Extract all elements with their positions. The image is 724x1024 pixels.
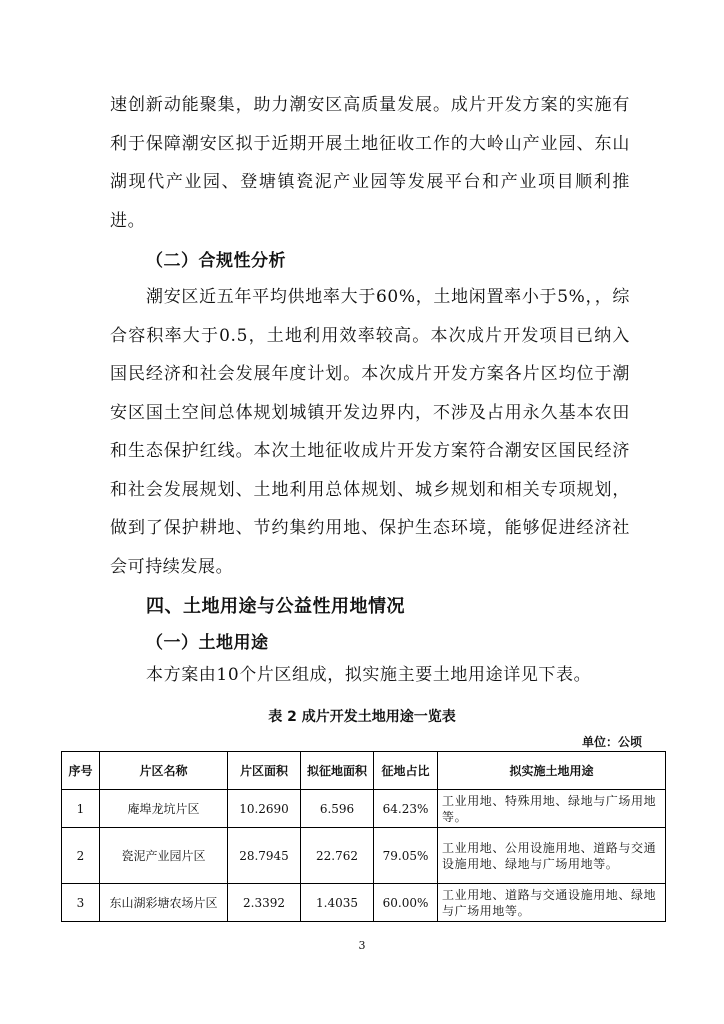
cell-use: 工业用地、公用设施用地、道路与交通设施用地、绿地与广场用地等。	[438, 828, 666, 884]
cell-no: 3	[62, 884, 100, 922]
cell-ratio: 79.05%	[374, 828, 438, 884]
table-row	[62, 884, 666, 922]
table-header-row	[62, 752, 666, 790]
table-unit: 单位：公顷	[581, 735, 642, 749]
cell-use: 工业用地、道路与交通设施用地、绿地与广场用地等。	[438, 884, 666, 922]
table-title: 表 2 成片开发土地用途一览表	[268, 709, 456, 725]
header-levy: 拟征地面积	[301, 752, 374, 790]
table-row	[62, 790, 666, 828]
paragraph-intro-continued: 速创新动能聚集，助力潮安区高质量发展。成片开发方案的实施有利于保障潮安区拟于近期开展土地征收工作的大岭山产业园、东山湖现代产业园、登塘镇瓷泥产业园等发展平台和产业项目顺利推进。	[110, 95, 630, 231]
cell-name: 庵埠龙坑片区	[100, 790, 228, 828]
heading-compliance-analysis: （二）合规性分析	[146, 251, 286, 271]
table-row	[62, 828, 666, 884]
cell-no: 1	[62, 790, 100, 828]
heading-section-four: 四、土地用途与公益性用地情况	[146, 596, 405, 617]
land-use-table	[61, 751, 666, 922]
header-ratio: 征地占比	[374, 752, 438, 790]
cell-name: 东山湖彩塘农场片区	[100, 884, 228, 922]
cell-area: 10.2690	[228, 790, 301, 828]
heading-land-use: （一）土地用途	[146, 633, 269, 653]
cell-levy: 1.4035	[301, 884, 374, 922]
cell-levy: 22.762	[301, 828, 374, 884]
header-no: 序号	[62, 752, 100, 790]
cell-ratio: 64.23%	[374, 790, 438, 828]
cell-area: 28.7945	[228, 828, 301, 884]
cell-name: 瓷泥产业园片区	[100, 828, 228, 884]
header-area: 片区面积	[228, 752, 301, 790]
cell-area: 2.3392	[228, 884, 301, 922]
page-number: 3	[358, 939, 366, 952]
cell-ratio: 60.00%	[374, 884, 438, 922]
cell-no: 2	[62, 828, 100, 884]
header-use: 拟实施土地用途	[438, 752, 666, 790]
paragraph-land-use-intro: 本方案由10个片区组成，拟实施主要土地用途详见下表。	[146, 665, 592, 685]
cell-use: 工业用地、特殊用地、绿地与广场用地等。	[438, 790, 666, 828]
paragraph-compliance: 潮安区近五年平均供地率大于60%，土地闲置率小于5%，，综合容积率大于0.5，土地利用效率较高。本次成片开发项目已纳入国民经济和社会发展年度计划。本次成片开发方案各片区均位于潮安区国土空间总体规划城镇开发边界内，不涉及占用永久基本农田和生态保护红线。本次土地征收成片开发方案符合潮安区国民经济和社会发展规划、土地利用总体规划、城乡规划和相关专项规划，做到了保护耕地、节约集约用地、保护生态环境，能够促进经济社会可持续发展。	[110, 287, 630, 577]
header-name: 片区名称	[100, 752, 228, 790]
cell-levy: 6.596	[301, 790, 374, 828]
